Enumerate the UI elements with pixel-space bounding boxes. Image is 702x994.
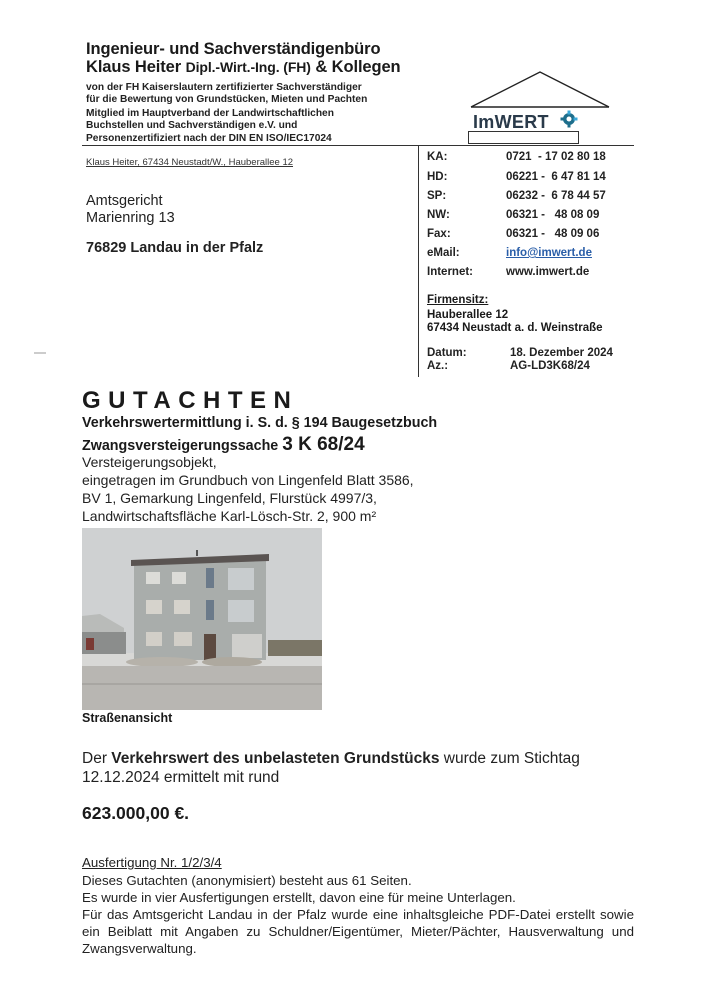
contact-phone-hd: 06221 - 6 47 81 14 xyxy=(506,171,606,183)
firm-suffix: & Kollegen xyxy=(315,58,401,76)
contact-label-email: eMail: xyxy=(427,247,460,259)
copy-number: Ausfertigung Nr. 1/2/3/4 xyxy=(82,855,222,870)
firmensitz-street: Hauberallee 12 xyxy=(427,309,509,321)
recipient-name: Amtsgericht xyxy=(86,193,163,209)
gear-icon xyxy=(560,110,578,128)
contact-fax: 06321 - 48 09 06 xyxy=(506,228,600,240)
firm-heading: Ingenieur- und Sachverständigenbüro xyxy=(86,40,381,58)
page-count-note: Dieses Gutachten (anonymisiert) besteht aus 61 Seiten. xyxy=(82,873,412,888)
contact-phone-nw: 06321 - 48 08 09 xyxy=(506,209,600,221)
email-link[interactable]: info@imwert.de xyxy=(506,247,592,259)
firm-iso-line: Personenzertifiziert nach der DIN EN ISO/IEC17024 xyxy=(86,133,332,144)
reference-value: AG-LD3K68/24 xyxy=(510,360,590,372)
object-line: eingetragen im Grundbuch von Lingenfeld Blatt 3586, xyxy=(82,472,414,488)
contact-phone-sp: 06232 - 6 78 44 57 xyxy=(506,190,606,202)
date-label: Datum: xyxy=(427,347,467,359)
case-prefix: Zwangsversteigerungssache xyxy=(82,438,279,454)
firm-name: Klaus Heiter xyxy=(86,58,182,76)
firm-membership-line: Buchstellen und Sachverständigen e.V. und xyxy=(86,120,298,131)
report-title: GUTACHTEN xyxy=(82,387,299,414)
contact-label-sp: SP: xyxy=(427,190,447,202)
scan-artifact xyxy=(34,352,46,354)
contact-label-ka: KA: xyxy=(427,151,448,163)
logo-roof-icon xyxy=(470,70,610,108)
firmensitz-city: 67434 Neustadt a. d. Weinstraße xyxy=(427,322,603,334)
case-line xyxy=(82,434,365,456)
header-divider xyxy=(82,145,634,146)
market-value-amount: 623.000,00 €. xyxy=(82,803,190,823)
case-number: 3 K 68/24 xyxy=(282,434,365,455)
object-line: Versteigerungsobjekt, xyxy=(82,454,217,470)
reference-label: Az.: xyxy=(427,360,449,372)
firm-certification-line: von der FH Kaiserslautern zertifizierter Sachverständiger xyxy=(86,82,362,93)
firm-title: Dipl.-Wirt.-Ing. (FH) xyxy=(185,59,311,75)
recipient-city: 76829 Landau in der Pfalz xyxy=(86,240,264,256)
photo-caption: Straßenansicht xyxy=(82,711,173,725)
pdf-note: Für das Amtsgericht Landau in der Pfalz wurde eine inhaltsgleiche PDF-Datei erstellt sowie ein Beiblatt mit Angaben zu Schuldner/Eigentümer, Mieter/Pächter, Hausverwaltung und Zwangsverwaltung. xyxy=(82,907,634,956)
firm-name-line xyxy=(86,58,401,77)
firm-certification-line: für die Bewertung von Grundstücken, Mieten und Pachten xyxy=(86,94,368,105)
recipient-street: Marienring 13 xyxy=(86,210,175,226)
sender-return-address: Klaus Heiter, 67434 Neustadt/W., Hauberallee 12 xyxy=(86,157,294,168)
valuation-text-post: wurde zum Stichtag 12.12.2024 ermittelt mit rund xyxy=(82,750,580,786)
logo-text: ImWERT xyxy=(473,112,549,132)
building-photo-image xyxy=(82,528,322,710)
contact-label-fax: Fax: xyxy=(427,228,451,240)
valuation-text-bold: Verkehrswert des unbelasteten Grundstücks xyxy=(111,750,440,767)
website-link[interactable]: www.imwert.de xyxy=(506,266,590,278)
contact-label-internet: Internet: xyxy=(427,266,473,278)
column-divider xyxy=(418,145,419,377)
valuation-text-pre: Der xyxy=(82,750,112,767)
contact-label-hd: HD: xyxy=(427,171,448,183)
firmensitz-label: Firmensitz: xyxy=(427,294,489,306)
contact-label-nw: NW: xyxy=(427,209,450,221)
firm-membership-line: Mitglied im Hauptverband der Landwirtschaftlichen xyxy=(86,108,334,119)
object-line: BV 1, Gemarkung Lingenfeld, Flurstück 4997/3, xyxy=(82,490,377,506)
contact-phone-ka: 0721 - 17 02 80 18 xyxy=(506,151,606,163)
valuation-statement xyxy=(82,749,642,787)
street-view-photo xyxy=(82,528,322,710)
date-value: 18. Dezember 2024 xyxy=(510,347,613,359)
object-line: Landwirtschaftsfläche Karl-Lösch-Str. 2, 900 m² xyxy=(82,508,377,524)
report-subtitle: Verkehrswertermittlung i. S. d. § 194 Baugesetzbuch xyxy=(82,415,438,431)
copies-note: Es wurde in vier Ausfertigungen erstellt, davon eine für meine Unterlagen. xyxy=(82,890,516,905)
